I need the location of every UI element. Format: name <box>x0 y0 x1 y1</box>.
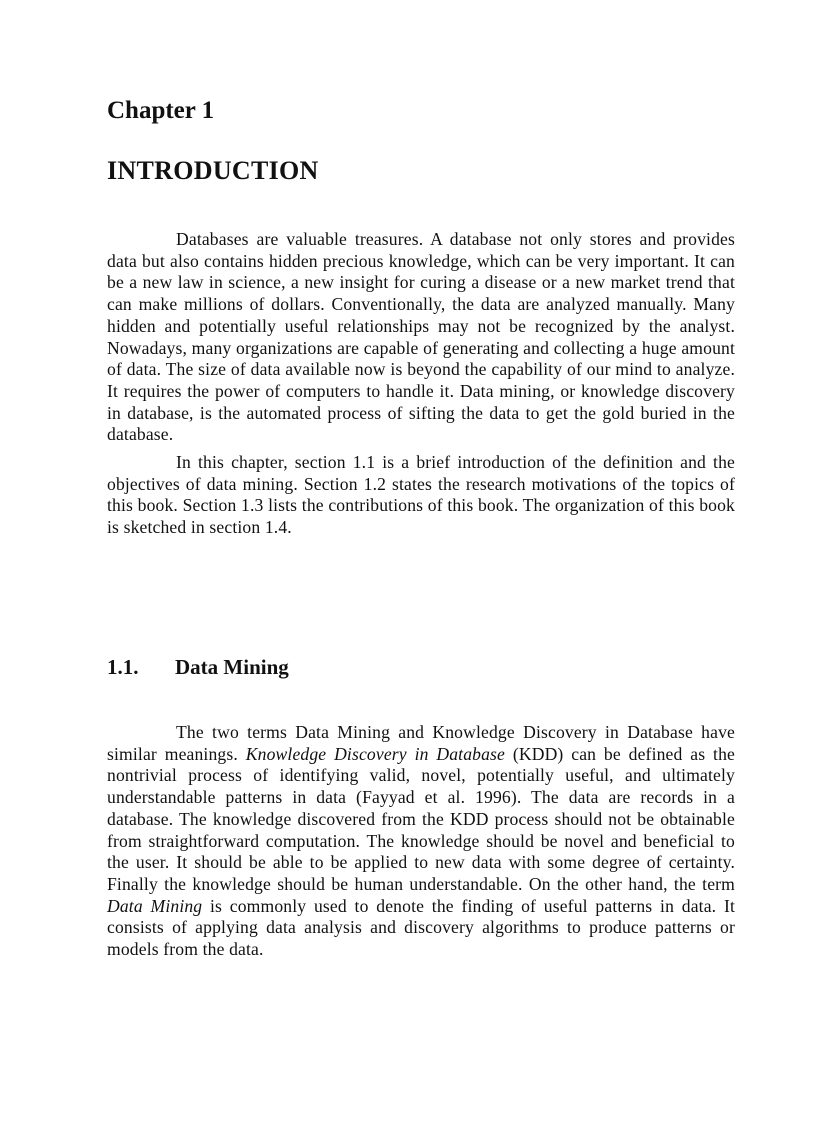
section-number: 1.1. <box>107 655 139 679</box>
paragraph-text-2: (KDD) can be defined as the nontrivial process of identifying valid, novel, potentially useful, and ultimately understandable patterns in data (Fayyad et al. 1996). The data are records in a database. The knowledge discovered from the KDD process should not be obtainable from straightforward computation. The knowledge should be novel and beneficial to the user. It should be able to be applied to new data with some degree of certainty. Finally the knowledge should be human understandable. On the other hand, the term <box>107 743 735 894</box>
chapter-title: INTRODUCTION <box>107 156 319 185</box>
italic-term-data-mining: Data Mining <box>107 895 203 916</box>
paragraph-text-1: The two terms Data Mining and Knowledge Discovery in Database have similar meanings. <box>107 722 735 764</box>
intro-paragraph-1: Databases are valuable treasures. A database not only stores and provides data but also contains hidden precious knowledge, which can be very important. It can be a new law in science, a new insight for curing a disease or a new market trend that can make millions of dollars. Conventionally, the data are analyzed manually. Many hidden and potentially useful relationships may not be recognized by the analyst. Nowadays, many organizations are capable of generating and collecting a huge amount of data. The size of data available now is beyond the capability of our mind to analyze. It requires the power of computers to handle it. Data mining, or knowledge discovery in database, is the automated process of sifting the data to get the gold buried in the database. <box>107 229 735 445</box>
section-title: Data Mining <box>175 655 289 679</box>
italic-term-kdd: Knowledge Discovery in Database <box>245 743 506 764</box>
intro-section <box>107 229 735 539</box>
chapter-label: Chapter 1 <box>107 97 215 124</box>
intro-paragraph-2: In this chapter, section 1.1 is a brief introduction of the definition and the objectives of data mining. Section 1.2 states the research motivations of the topics of this book. Section 1.3 lists the contributions of this book. The organization of this book is sketched in section 1.4. <box>107 452 735 538</box>
paragraph-text-3: is commonly used to denote the finding of useful patterns in data. It consists of applying data analysis and discovery algorithms to produce patterns or models from the data. <box>107 895 735 960</box>
data-mining-paragraph <box>107 722 735 961</box>
section-heading-data-mining <box>107 654 289 680</box>
data-mining-section <box>107 722 735 961</box>
